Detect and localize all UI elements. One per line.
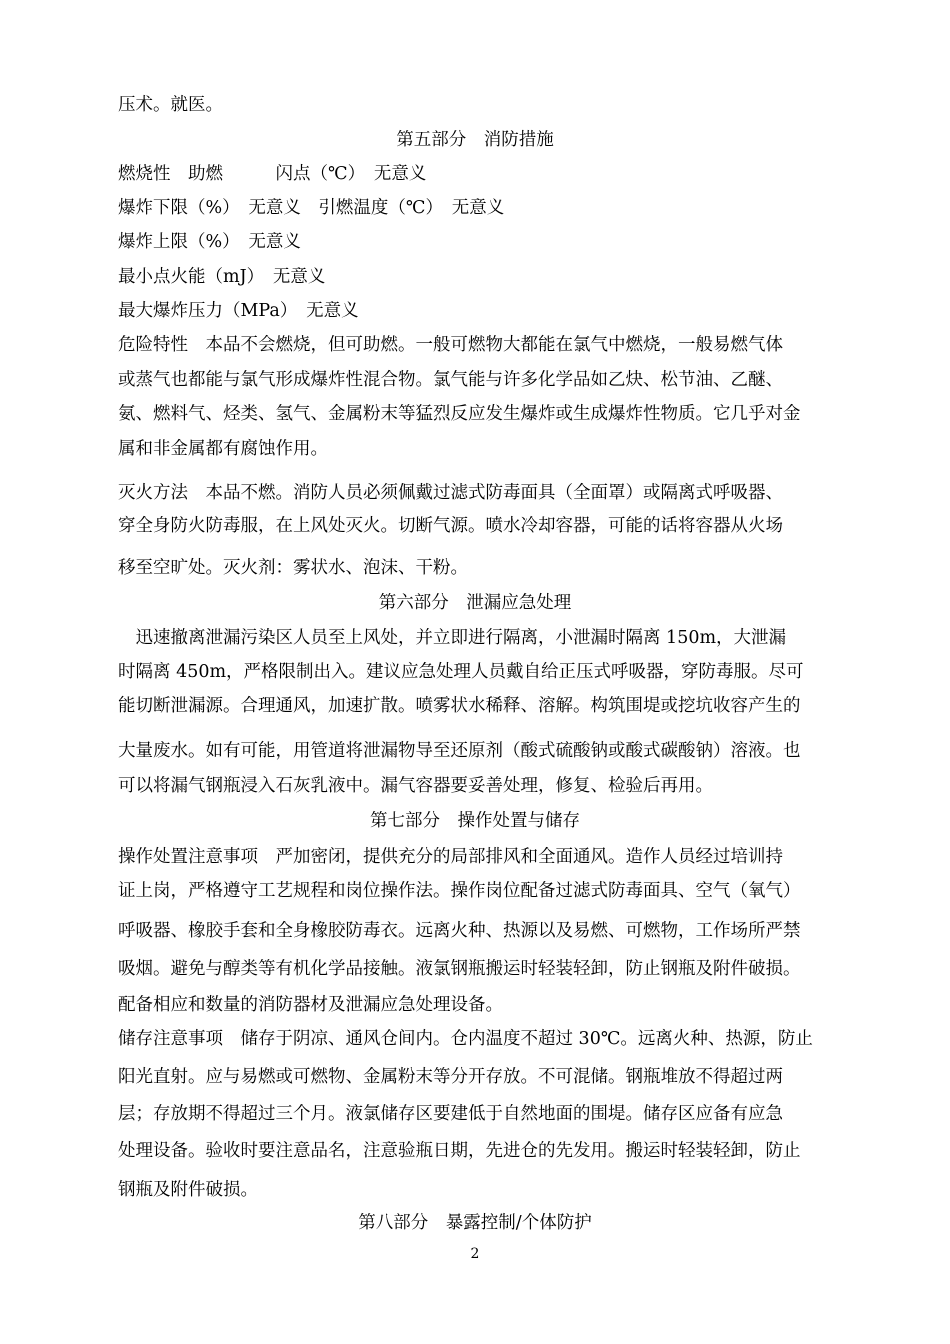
- text-line: 灭火方法 本品不燃。消防人员必须佩戴过滤式防毒面具（全面罩）或隔离式呼吸器、: [118, 483, 783, 503]
- section-heading-5: 第五部分 消防措施: [396, 130, 554, 150]
- text-line: 穿全身防火防毒服，在上风处灭火。切断气源。喷水冷却容器，可能的话将容器从火场: [118, 516, 783, 536]
- text-line: 或蒸气也都能与氯气形成爆炸性混合物。氯气能与许多化学品如乙炔、松节油、乙醚、: [118, 370, 783, 390]
- section-heading-6: 第六部分 泄漏应急处理: [378, 593, 572, 613]
- text-line: 处理设备。验收时要注意品名，注意验瓶日期，先进仓的先发用。搬运时轻装轻卸，防止: [118, 1141, 801, 1161]
- text-line: 氨、燃料气、烃类、氢气、金属粉末等猛烈反应发生爆炸或生成爆炸性物质。它几乎对金: [118, 404, 801, 424]
- text-line: 最大爆炸压力（MPa） 无意义: [118, 301, 359, 321]
- text-line: 能切断泄漏源。合理通风，加速扩散。喷雾状水稀释、溶解。构筑围堤或挖坑收容产生的: [118, 696, 801, 716]
- text-line: 爆炸上限（%） 无意义: [118, 232, 301, 252]
- text-line: 阳光直射。应与易燃或可燃物、金属粉末等分开存放。不可混储。钢瓶堆放不得超过两: [118, 1067, 783, 1087]
- text-line: 配备相应和数量的消防器材及泄漏应急处理设备。: [118, 995, 503, 1015]
- text-line: 最小点火能（mJ） 无意义: [118, 267, 326, 287]
- page-number: 2: [470, 1246, 480, 1262]
- text-line: 钢瓶及附件破损。: [118, 1180, 258, 1200]
- text-line: 爆炸下限（%） 无意义 引燃温度（℃） 无意义: [118, 198, 505, 218]
- text-line: 燃烧性 助燃 闪点（℃） 无意义: [118, 164, 427, 184]
- text-line: 证上岗，严格遵守工艺规程和岗位操作法。操作岗位配备过滤式防毒面具、空气（氧气）: [118, 881, 801, 901]
- text-line: 呼吸器、橡胶手套和全身橡胶防毒衣。远离火种、热源以及易燃、可燃物，工作场所严禁: [118, 921, 801, 941]
- text-line: 时隔离 450m，严格限制出入。建议应急处理人员戴自给正压式呼吸器，穿防毒服。尽可: [118, 662, 804, 682]
- text-line: 大量废水。如有可能，用管道将泄漏物导至还原剂（酸式硫酸钠或酸式碳酸钠）溶液。也: [118, 741, 801, 761]
- text-line: 吸烟。避免与醇类等有机化学品接触。液氯钢瓶搬运时轻装轻卸，防止钢瓶及附件破损。: [118, 959, 801, 979]
- text-line: 迅速撤离泄漏污染区人员至上风处，并立即进行隔离，小泄漏时隔离 150m，大泄漏: [118, 628, 787, 648]
- text-line: 移至空旷处。灭火剂：雾状水、泡沫、干粉。: [118, 558, 468, 578]
- text-line: 属和非金属都有腐蚀作用。: [118, 439, 328, 459]
- text-line: 危险特性 本品不会燃烧，但可助燃。一般可燃物大都能在氯气中燃烧，一般易燃气体: [118, 335, 783, 355]
- text-line: 操作处置注意事项 严加密闭，提供充分的局部排风和全面通风。造作人员经过培训持: [118, 847, 783, 867]
- text-line: 压术。就医。: [118, 95, 223, 115]
- text-line: 层；存放期不得超过三个月。液氯储存区要建低于自然地面的围堤。储存区应备有应急: [118, 1104, 783, 1124]
- text-line: 可以将漏气钢瓶浸入石灰乳液中。漏气容器要妥善处理，修复、检验后再用。: [118, 776, 713, 796]
- text-line: 储存注意事项 储存于阴凉、通风仓间内。仓内温度不超过 30℃。远离火种、热源，防止: [118, 1029, 813, 1049]
- section-heading-7: 第七部分 操作处置与储存: [370, 811, 580, 831]
- section-heading-8: 第八部分 暴露控制/个体防护: [358, 1213, 592, 1233]
